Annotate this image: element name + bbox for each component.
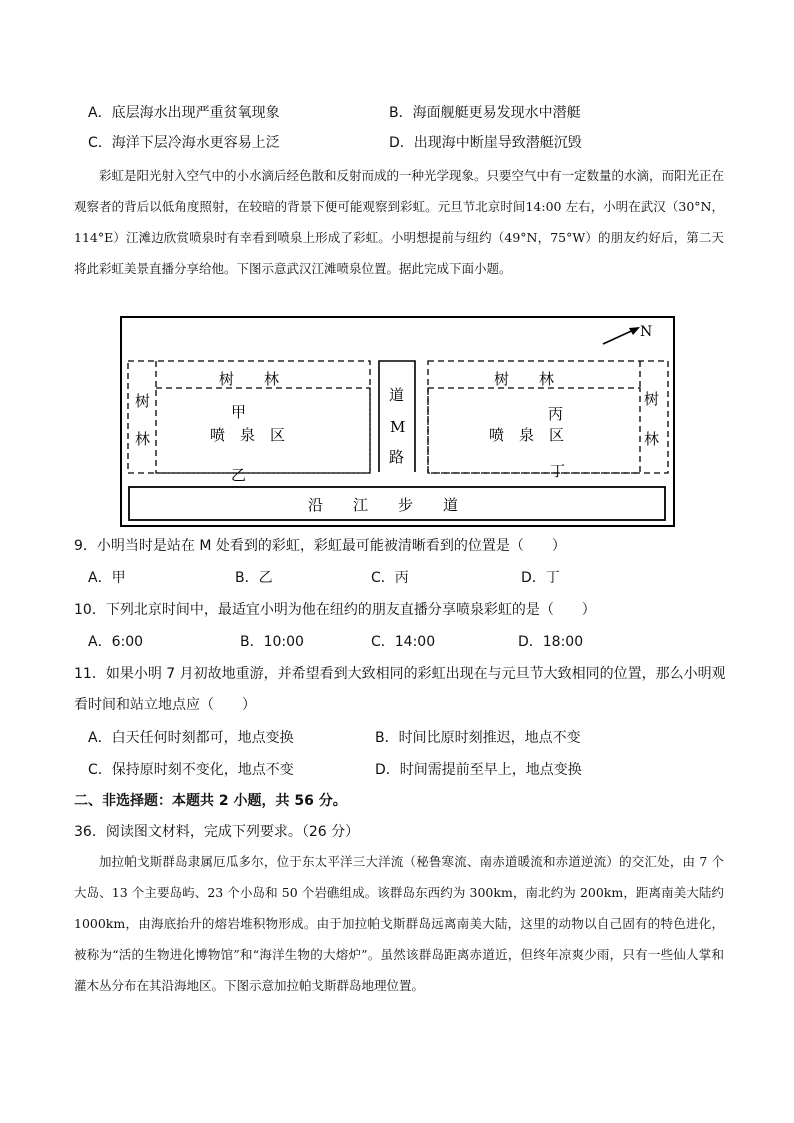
q10-option-c: C．14:00 <box>371 634 436 650</box>
q9-option-a: A．甲 <box>88 570 126 586</box>
q9-option-b: B．乙 <box>235 570 273 586</box>
q8-option-a: A．底层海水出现严重贫氧现象 <box>88 105 280 121</box>
right-side-tree-char: 树 <box>644 390 660 408</box>
q8-option-b: B．海面舰艇更易发现水中潜艇 <box>389 105 581 121</box>
q10-option-b: B．10:00 <box>240 634 304 650</box>
left-side-forest-char: 林 <box>135 430 151 448</box>
q11-stem-line1: 11．如果小明 7 月初故地重游，并希望看到大致相同的彩虹出现在与元旦节大致相同的位置，那么小明观 <box>74 666 726 682</box>
road-char-1: 道 <box>389 386 405 404</box>
q10-stem: 10．下列北京时间中，最适宜小明为他在纽约的朋友直播分享喷泉彩虹的是（ ） <box>74 602 596 618</box>
q10-option-a: A．6:00 <box>88 634 144 650</box>
q8-option-d: D．出现海中断崖导致潜艇沉毁 <box>389 135 582 151</box>
riverside-walkway-label: 沿 江 步 道 <box>308 496 459 514</box>
q9-option-d: D．丁 <box>521 570 560 586</box>
left-side-tree-char: 树 <box>135 392 151 410</box>
right-side-forest-char: 林 <box>644 430 660 448</box>
q11-option-c: C．保持原时刻不变化，地点不变 <box>88 762 294 778</box>
position-jia: 甲 <box>231 403 247 421</box>
section-heading-nonchoice: 二、非选择题：本题共 2 小题，共 56 分。 <box>74 793 347 809</box>
q10-option-d: D．18:00 <box>518 634 584 650</box>
position-ding: 丁 <box>550 462 566 480</box>
q11-option-d: D．时间需提前至早上，地点变换 <box>375 762 582 778</box>
q11-stem-line2: 看时间和站立地点应（ ） <box>74 697 256 713</box>
q36-stem: 36．阅读图文材料，完成下列要求。（26 分） <box>74 824 360 840</box>
q8-option-c: C．海洋下层冷海水更容易上泛 <box>88 135 280 151</box>
road-char-2: 路 <box>389 448 405 466</box>
north-label: N <box>640 324 653 340</box>
q11-option-b: B．时间比原时刻推迟，地点不变 <box>375 730 581 746</box>
rainbow-passage: 彩虹是阳光射入空气中的小水滴后经色散和反射而成的一种光学现象。只要空气中有一定数量的水滴，而阳光正在观察者的背后以低角度照射，在较暗的背景下便可能观察到彩虹。元旦节北京时间14:00 左右，小明在武汉（30°N，114°E）江滩边欣赏喷泉时有幸看到喷泉上形成了彩虹。小明想提前与纽约（49°N，75°W）的朋友约好后，第二天将此彩虹美景直播分享给他。下图示意武汉江滩喷泉位置。据此完成下面小题。 <box>74 168 725 276</box>
q9-option-c: C．丙 <box>371 570 409 586</box>
q36-passage: 加拉帕戈斯群岛隶属厄瓜多尔，位于东太平洋三大洋流（秘鲁寒流、南赤道暖流和赤道逆流）的交汇处，由 7 个大岛、13 个主要岛屿、23 个小岛和 50 个岩礁组成。该群岛东西约为 300km，南北约为 200km，距离南美大陆约 1000km，由海底抬升的熔岩堆积物形成。由于加拉帕戈斯群岛远离南美大陆，这里的动物以自己固有的特色进化，被称为“活的生物进化博物馆”和“海洋生物的大熔炉”。虽然该群岛距离赤道近，但终年凉爽少雨，只有一些仙人掌和灌木丛分布在其沿海地区。下图示意加拉帕戈斯群岛地理位置。 <box>74 854 724 993</box>
right-top-forest-label: 树 林 <box>494 370 555 388</box>
fountain-map <box>120 316 676 528</box>
q11-option-a: A．白天任何时刻都可，地点变换 <box>88 730 294 746</box>
left-fountain-label: 喷 泉 区 <box>210 426 286 444</box>
left-top-forest-label: 树 林 <box>219 370 280 388</box>
road-m-label: M <box>390 418 406 436</box>
q9-stem: 9．小明当时是站在 M 处看到的彩虹，彩虹最可能被清晰看到的位置是（ ） <box>74 538 566 554</box>
position-bing: 丙 <box>548 405 564 423</box>
right-fountain-label: 喷 泉 区 <box>489 426 565 444</box>
position-yi: 乙 <box>231 466 247 484</box>
